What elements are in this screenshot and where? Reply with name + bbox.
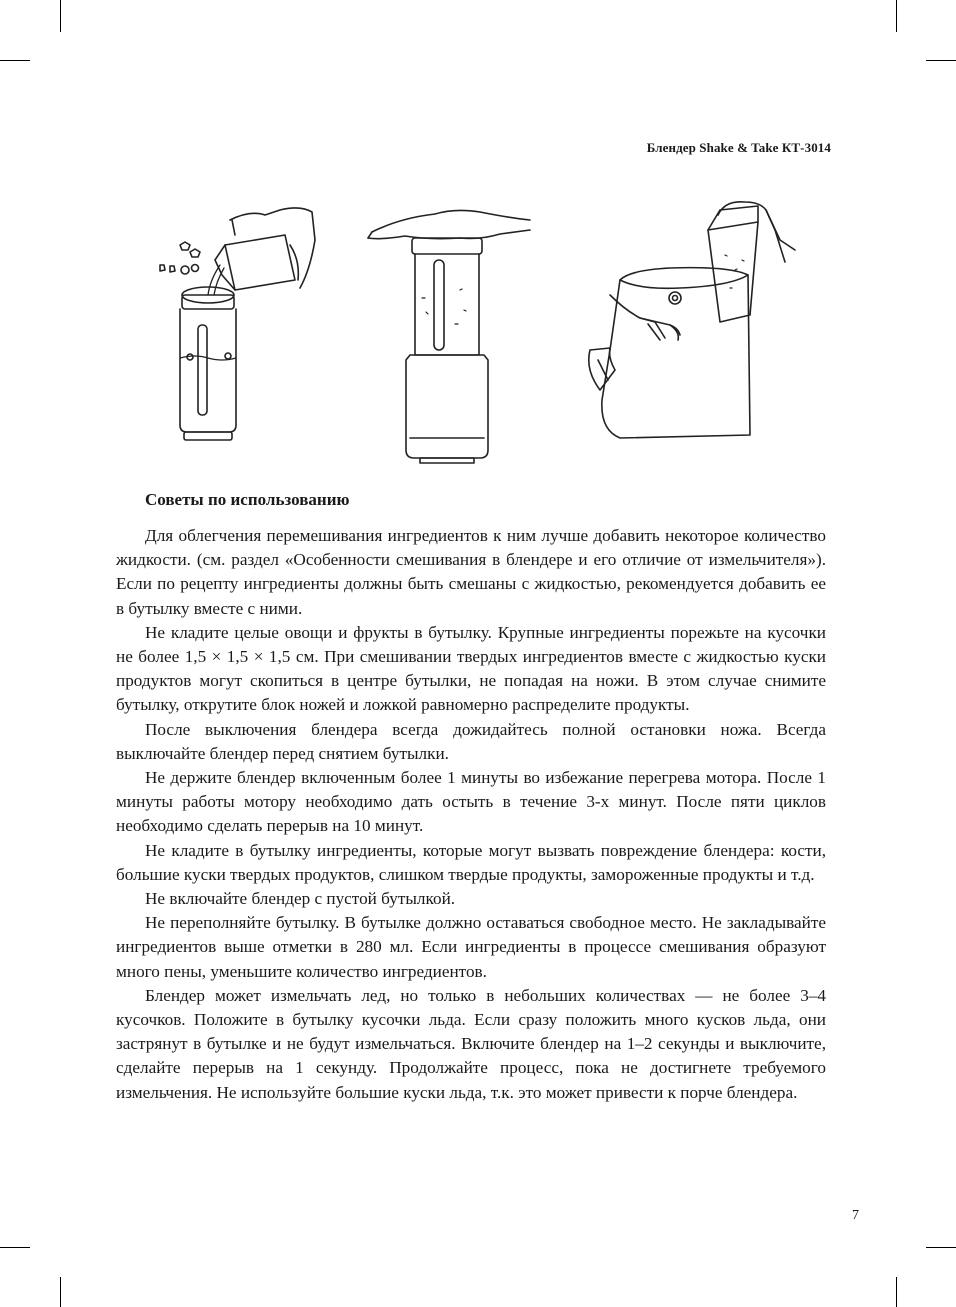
crop-mark-bottom-right-v: [896, 1277, 897, 1307]
crop-mark-top-left-v: [60, 0, 61, 32]
section-title: Советы по использованию: [145, 490, 350, 509]
paragraph: Не кладите целые овощи и фрукты в бутылку. Крупные ингредиенты порежьте на кусочки не более 1,5 × 1,5 × 1,5 см. При смешивании твердых ингредиентов вместе с жидкостью куски продуктов могут скопиться в центре бутылки, не попадая на ножи. В этом случае снимите бутылку, открутите блок ножей и ложкой равномерно распределите продукты.: [116, 622, 826, 715]
paragraph: Для облегчения перемешивания ингредиентов к ним лучше добавить некоторое количество жидкости. (см. раздел «Особенности смешивания в блендере и его отличие от измельчителя»). Если по рецепту ингредиенты должны быть смешаны с жидкостью, рекомендуется добавить ее в бутылку вместе с ними.: [116, 526, 826, 618]
paragraph: Не держите блендер включенным более 1 минуты во избежание перегрева мотора. После 1 минуты работы мотору необходимо дать остыть в течение 3-х минут. После пяти циклов необходимо сделать перерыв на 10 минут.: [116, 768, 826, 836]
press-blender-top-illustration: [360, 200, 540, 465]
page-number: 7: [852, 1208, 859, 1223]
paragraph: Не включайте блендер с пустой бутылкой.: [145, 889, 456, 909]
pour-ingredients-into-bottle-illustration: [140, 200, 330, 450]
paragraph: Блендер может измельчать лед, но только в небольших количествах — не более 3–4 кусочков. Положите в бутылку кусочки льда. Если сразу положить много кусков льда, они застрянут в бутылке и не будут измельчаться. Включите блендер на 1–2 секунды и выключите, сделайте перерыв на 1 секунду. Продолжайте процесс, пока не достигнете требуемого измельчения. Не используйте большие куски льда, т.к. это может привести к порче блендера.: [116, 985, 826, 1102]
crop-mark-top-right-v: [896, 0, 897, 32]
running-header: Блендер Shake & Take КТ-3014: [646, 140, 831, 155]
paragraph: Не переполняйте бутылку. В бутылке должно оставаться свободное место. Не закладывайте ингредиентов выше отметки в 280 мл. Если ингредиенты в процессе смешивания образуют много пены, уменьшите количество ингредиентов.: [116, 913, 826, 981]
body-text: [116, 524, 826, 1105]
crop-mark-bottom-right-h: [926, 1247, 956, 1248]
crop-mark-bottom-left-h: [0, 1247, 30, 1248]
crop-mark-bottom-left-v: [60, 1277, 61, 1307]
bottle-in-bag-illustration: [580, 200, 810, 445]
paragraph: После выключения блендера всегда дожидайтесь полной остановки ножа. Всегда выключайте блендер перед снятием бутылки.: [116, 719, 826, 763]
paragraph: Не кладите в бутылку ингредиенты, которые могут вызвать повреждение блендера: кости, большие куски твердых продуктов, слишком твердые продукты, замороженные продукты и т.д.: [116, 840, 826, 884]
crop-mark-top-right-h: [926, 60, 956, 61]
crop-mark-top-left-h: [0, 60, 30, 61]
illustrations-row: [130, 200, 850, 470]
